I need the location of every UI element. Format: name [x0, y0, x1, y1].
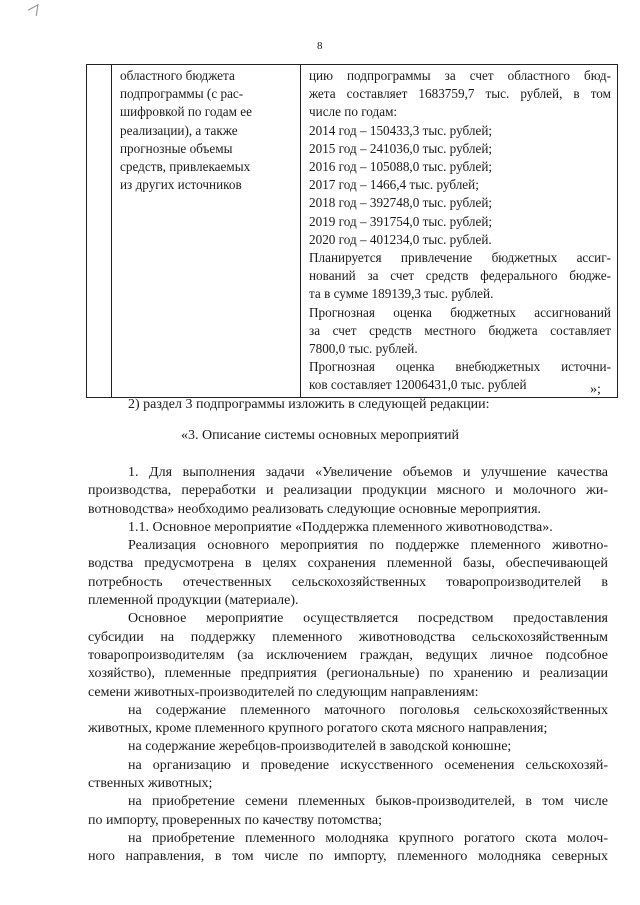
paragraph — [88, 519, 608, 537]
text-line: товаропроизводителям (за исключением граждан, ведущих личное подсобное — [88, 647, 608, 663]
cell-line: жета составляет 1683759,7 тыс. рублей, в том — [309, 86, 611, 102]
cell-line: числе по годам: — [309, 104, 398, 120]
cell-line: ков составляет 12006431,0 тыс. рублей — [309, 377, 527, 393]
table-cell-empty — [87, 65, 112, 398]
paragraph — [88, 464, 608, 519]
cell-line: цию подпрограммы за счет областного бюд- — [309, 68, 611, 83]
text-line: 2) раздел 3 подпрограммы изложить в следующей редакции: — [128, 397, 490, 412]
cell-line: 2017 год – 1466,4 тыс. рублей; — [309, 177, 479, 193]
text-line: племенной продукции (материале). — [88, 593, 299, 609]
paragraph — [88, 793, 608, 830]
text-line: производства, переработки и реализации продукции мясного и молочного жи- — [88, 483, 608, 499]
text-line: семени животных-производителей по следующим направлениям: — [88, 684, 479, 700]
paragraph — [88, 738, 608, 756]
cell-line: та в сумме 189139,3 тыс. рублей. — [309, 286, 494, 302]
text-line: на приобретение семени племенных быков-производителей, в том числе — [128, 794, 608, 810]
cell-line: 2014 год – 150433,3 тыс. рублей; — [309, 122, 493, 138]
cell-line: за счет средств местного бюджета составляет — [309, 322, 611, 338]
paragraph — [88, 702, 608, 739]
closing-quote: »; — [590, 382, 601, 397]
text-line: ственных животных; — [88, 776, 213, 792]
cell-line: реализации), а также — [120, 122, 238, 138]
text-line: 1. Для выполнения задачи «Увеличение объемов и улучшение качества — [128, 465, 608, 480]
cell-line: прогнозные объемы — [120, 140, 233, 156]
text-line: Основное мероприятие осуществляется посредством предоставления — [128, 611, 608, 627]
program-passport-table — [86, 64, 618, 398]
text-line: хозяйство), племенные предприятия (региональные) по хранению и реализации — [88, 666, 608, 682]
text-line: вотноводства» необходимо реализовать следующие основные мероприятия. — [88, 501, 542, 517]
cell-line: 2016 год – 105088,0 тыс. рублей; — [309, 159, 493, 175]
text-line: 1.1. Основное мероприятие «Поддержка племенного животноводства». — [128, 519, 553, 535]
text-line: ного направления, в том числе по импорту, племенного молодняка северных — [88, 849, 608, 865]
paragraph — [88, 757, 608, 794]
text-line: по импорту, проверенных по качеству потомства; — [88, 812, 383, 828]
section-body — [88, 464, 608, 867]
cell-line: из других источников — [120, 177, 242, 193]
table-cell-field-name — [112, 65, 301, 398]
table-cell-field-value — [301, 65, 618, 398]
text-line: субсидии на поддержку племенного животноводства сельскохозяйственным — [88, 629, 608, 645]
text-line: водства предусмотрена в целях сохранения племенной базы, обеспечивающей — [88, 556, 608, 572]
paragraph — [88, 830, 608, 867]
text-line: на содержание племенного маточного поголовья сельскохозяйственных — [128, 702, 608, 718]
paragraph — [88, 610, 608, 701]
cell-line: 2020 год – 401234,0 тыс. рублей. — [309, 231, 492, 247]
cell-line: нований за счет средств федерального бюдже- — [309, 268, 611, 284]
cell-line: 7800,0 тыс. рублей. — [309, 341, 418, 357]
text-line: на приобретение племенного молодняка крупного рогатого скота молоч- — [128, 830, 608, 846]
cell-line: шифровкой по годам ее — [120, 104, 253, 120]
section-heading: «3. Описание системы основных мероприятий — [180, 428, 460, 443]
cell-line: 2015 год – 241036,0 тыс. рублей; — [309, 140, 493, 156]
page-number: 8 — [317, 40, 323, 52]
text-line: Реализация основного мероприятия по поддержке племенного животно- — [128, 538, 608, 554]
cell-line: средств, привлекаемых — [120, 159, 251, 175]
cell-line: 2018 год – 392748,0 тыс. рублей; — [309, 195, 493, 211]
text-line: потребность отечественных сельскохозяйственных товаропроизводителей в — [88, 574, 608, 590]
text-line: на содержание жеребцов-производителей в заводской конюшне; — [128, 739, 512, 755]
cell-line: областного бюджета — [120, 68, 235, 83]
cell-line: подпрограммы (с рас- — [120, 86, 244, 102]
cell-line: Прогнозная оценка бюджетных ассигнований — [309, 304, 611, 320]
scan-corner-mark — [25, 0, 44, 19]
cell-line: Планируется привлечение бюджетных ассиг- — [309, 250, 611, 266]
paragraph — [88, 537, 608, 610]
cell-line: Прогнозная оценка внебюджетных источни- — [309, 359, 611, 375]
amendment-item-2 — [88, 396, 608, 414]
table-row — [87, 65, 618, 398]
text-line: животных, кроме племенного крупного рогатого скота мясного направления; — [88, 721, 548, 737]
cell-line: 2019 год – 391754,0 тыс. рублей; — [309, 213, 493, 229]
text-line: на организацию и проведение искусственного осеменения сельскохозяй- — [128, 757, 608, 773]
